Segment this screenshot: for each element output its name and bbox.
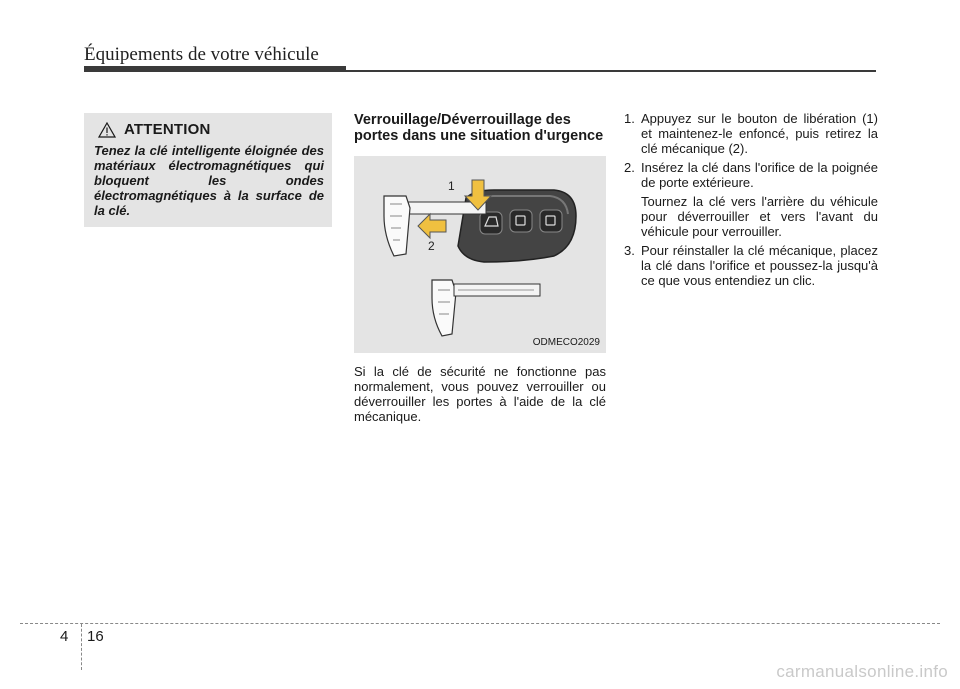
step-number: 1. [624,111,635,126]
header-rule-thin [346,70,876,72]
key-figure [354,156,606,353]
mechanical-key-head [384,196,410,256]
warning-head [94,121,324,138]
section-title: Verrouillage/Déverrouillage des portes dans une situation d'urgence [354,112,604,144]
footer-divider [81,624,82,670]
figure-code: ODMECO2029 [532,337,600,348]
figure-label-2: 2 [428,239,435,253]
warning-box [84,113,332,227]
footer-page-number: 16 [87,628,104,645]
step-text: Appuyez sur le bouton de libération (1) et maintenez-le enfoncé, puis retirez la clé mécanique (2). [641,111,878,156]
pull-arrow [418,214,446,238]
footer-rule [20,623,940,624]
step-text: Pour réinstaller la clé mécanique, placez la clé dans l'orifice et poussez-la jusqu'à ce que vous entendiez un clic. [641,243,878,288]
step-number: 2. [624,160,635,175]
standalone-key-head [432,280,456,336]
figure-label-1: 1 [448,179,455,193]
step-number: 3. [624,243,635,258]
smart-key-illustration [354,156,606,353]
step-3 [624,243,878,288]
column-middle [354,112,606,424]
step-text: Insérez la clé dans l'orifice de la poignée de porte extérieure. [641,160,878,190]
warning-title: ATTENTION [124,121,211,138]
fob-button-unlock [510,210,532,232]
footer-chapter: 4 [60,628,69,645]
warning-text: Tenez la clé intelligente éloignée des matériaux électromagnétiques qui bloquent les ondes électromagnétiques à la surface de la clé. [94,143,324,218]
step-1 [624,111,878,156]
section-body: Si la clé de sécurité ne fonctionne pas normalement, vous pouvez verrouiller ou déverrouiller les portes à l'aide de la clé mécanique. [354,364,606,424]
step-2 [624,160,878,190]
fob-button-trunk [480,212,502,234]
fob-button-lock [540,210,562,232]
warning-triangle-icon [98,122,116,138]
watermark: carmanualsonline.info [776,662,948,681]
page-header: Équipements de votre véhicule [84,44,319,65]
column-right [624,111,878,288]
header-rule-thick [84,66,346,72]
step-2-sub: Tournez la clé vers l'arrière du véhicule pour déverrouiller et vers l'avant du véhicule pour verrouiller. [641,194,878,239]
